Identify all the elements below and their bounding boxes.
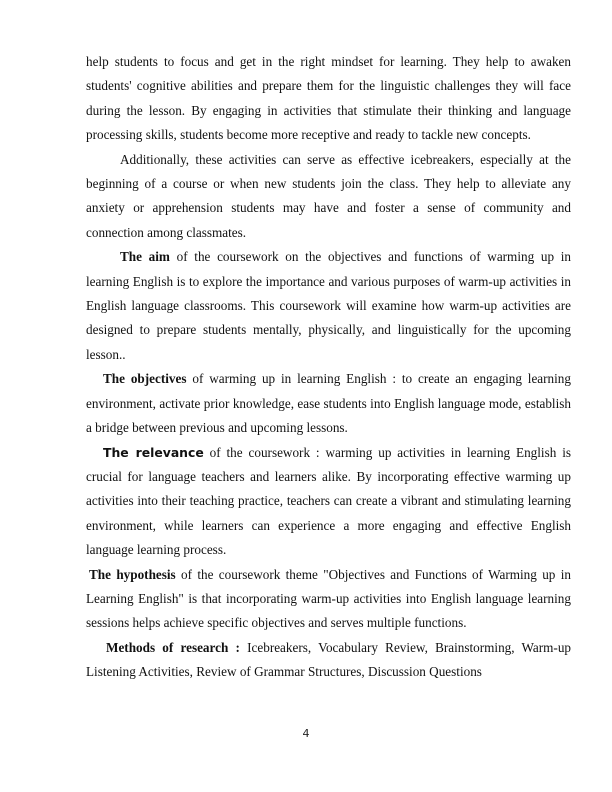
relevance-text: of the coursework : warming up activities in learning English is crucial for language teachers and learners alike. By incorporating effective warming up activities into their teaching practice, teachers can create a vibrant and stimulating learning environment, while learners can experience a more engaging and effective English language learning process. [86,444,571,558]
hypothesis-label: The hypothesis [89,566,176,582]
paragraph-relevance [86,441,571,563]
paragraph-methods [86,636,571,685]
paragraph-objectives [86,367,571,440]
aim-label: The aim [120,249,170,265]
methods-text: Icebreakers, Vocabulary Review, Brainstorming, Warm-up Listening Activities, Review of Grammar Structures, Discussion Questions [86,639,572,680]
paragraph-icebreakers: Additionally, these activities can serve as effective icebreakers, especially at the beginning of a course or when new students join the class. They help to alleviate any anxiety or apprehension students may have and foster a sense of community and connection among classmates. [86,151,571,240]
document-page [86,50,571,685]
objectives-text: of warming up in learning English : to create an engaging learning environment, activate prior knowledge, ease students into English language mode, establish a bridge between previous and upcoming lessons. [86,371,571,436]
page-number: 4 [302,727,310,740]
paragraph-aim [86,245,571,367]
objectives-label: The objectives [103,371,187,387]
relevance-label: The relevance [103,444,204,460]
paragraph-hypothesis [86,563,571,636]
methods-label: Methods of research : [106,639,240,655]
hypothesis-text: of the coursework theme "Objectives and Functions of Warming up in Learning English" is that incorporating warm-up activities into English language learning sessions helps achieve specific objectives and serves multiple functions. [86,566,571,631]
aim-text: of the coursework on the objectives and functions of warming up in learning English is to explore the importance and various purposes of warm-up activities in English language classrooms. This coursework will examine how warm-up activities are designed to prepare students mentally, physically, and linguistically for the upcoming lesson.. [86,249,571,362]
paragraph-intro: help students to focus and get in the right mindset for learning. They help to awaken students' cognitive abilities and prepare them for the linguistic challenges they will face during the lesson. By engaging in activities that stimulate their thinking and language processing skills, students become more receptive and ready to tackle new concepts. [86,54,571,143]
